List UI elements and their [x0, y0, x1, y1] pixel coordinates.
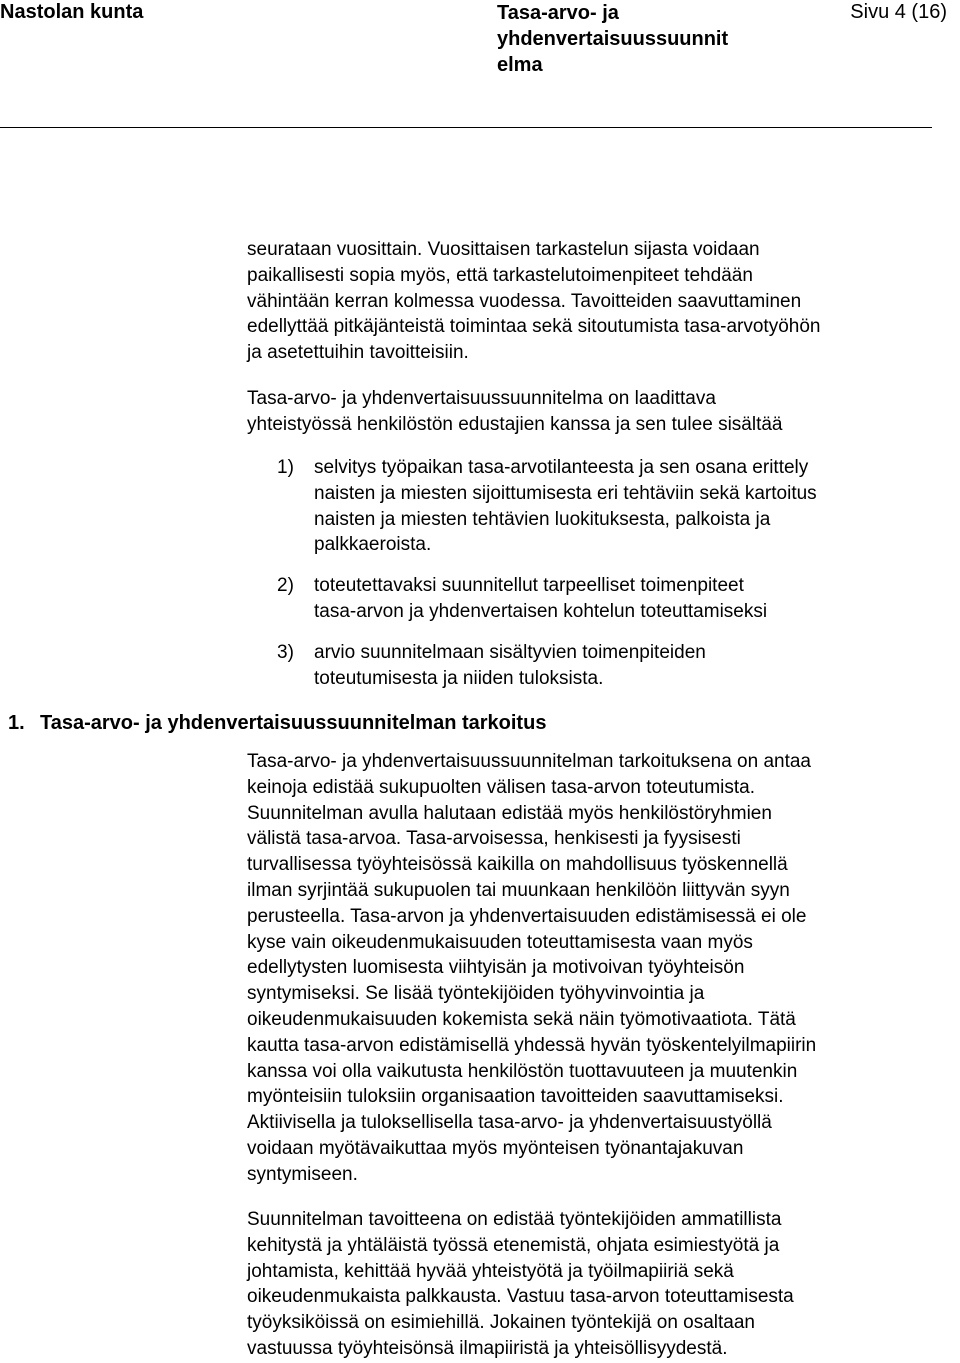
- plan-contents-list: [277, 455, 937, 706]
- list-item-text: arvio suunnitelmaan sisältyvien toimenpiteiden toteutumisesta ja niiden tuloksista.: [314, 641, 706, 689]
- list-item-number: 3): [277, 641, 294, 663]
- paragraph-goals: Suunnitelman tavoitteena on edistää työntekijöiden ammatillista kehitystä ja yhtäläistä työssä etenemistä, ohjata esimiestyötä ja johtamista, kehittää hyvää yhteistyötä ja työilmapiiriä sekä oikeudenmukaista palkkausta. Vastuu tasa-arvon toteuttamisesta työyksiköissä on esimiehillä. Jokainen työntekijä on osaltaan vastuussa työyhteisönsä ilmapiiristä ja yhteisöllisyydestä.: [247, 1209, 794, 1359]
- paragraph-follow-up: seurataan vuosittain. Vuosittaisen tarkastelun sijasta voidaan paikallisesti sopia myös, että tarkastelutoimenpiteet tehdään vähintään kerran kolmessa vuodessa. Tavoitteiden saavuttaminen edellyttää pitkäjänteistä toimintaa sekä sitoutumista tasa-arvotyöhön ja asetettuihin tavoitteisiin.: [247, 239, 821, 364]
- list-item-number: 2): [277, 575, 294, 597]
- header-divider: [0, 127, 932, 128]
- header-document-title: Tasa-arvo- ja yhdenvertaisuussuunnit elma: [497, 2, 729, 76]
- section-title: Tasa-arvo- ja yhdenvertaisuussuunnitelman tarkoitus: [40, 712, 547, 734]
- header-organization: Nastolan kunta: [0, 1, 144, 23]
- list-item: [277, 573, 937, 625]
- page-header: [0, 0, 960, 128]
- list-item: [277, 455, 937, 558]
- paragraph-purpose: Tasa-arvo- ja yhdenvertaisuussuunnitelman tarkoituksena on antaa keinoja edistää sukupuolten välisen tasa-arvon toteutumista. Suunnitelman avulla halutaan edistää myös henkilöstöryhmien välistä tasa-arvoa. Tasa-arvoisessa, henkisesti ja fyysisesti turvallisessa työyhteisössä kaikilla on mahdollisuus työskennellä ilman syrjintää sukupuolen tai muunkaan henkilöön liittyvän syyn perusteella. Tasa-arvon ja yhdenvertaisuuden edistämisessä ei ole kyse vain oikeudenmukaisuuden toteuttamisesta vaan myös edellytysten luomisesta viihtyisän ja motivoivan työyhteisön syntymiseksi. Se lisää työntekijöiden työhyvinvointia ja oikeudenmukaisuuden kokemista sekä näin työmotivaatiota. Tätä kautta tasa-arvon edistämisellä yhdessä hyvän työskentelyilmapiirin kanssa voi olla vaikutusta henkilöstön tuottavuuteen ja muutenkin myönteisiin tuloksiin organisaation tavoitteiden saavuttamiseksi. Aktiivisella ja tuloksellisella tasa-arvo- ja yhdenvertaisuustyöllä voidaan myötävaikuttaa myös myönteisen työnantajakuvan syntymiseen.: [247, 751, 817, 1185]
- list-item: [277, 640, 937, 692]
- paragraph-plan-contents-intro: Tasa-arvo- ja yhdenvertaisuussuunnitelma on laadittava yhteistyössä henkilöstön edustajien kanssa ja sen tulee sisältää: [247, 388, 783, 435]
- list-item-text: selvitys työpaikan tasa-arvotilanteesta ja sen osana erittely naisten ja miesten sijoittumisesta eri tehtäviin sekä kartoitus naisten ja miesten tehtävien luokituksesta, palkoista ja palkkaeroista.: [314, 457, 817, 556]
- list-item-number: 1): [277, 457, 294, 478]
- section-heading: [8, 710, 546, 736]
- section-number: 1.: [8, 712, 25, 734]
- header-page-number: Sivu 4 (16): [850, 1, 947, 23]
- list-item-text: toteutettavaksi suunnitellut tarpeelliset toimenpiteet tasa-arvon ja yhdenvertaisen kohtelun toteuttamiseksi: [314, 575, 768, 622]
